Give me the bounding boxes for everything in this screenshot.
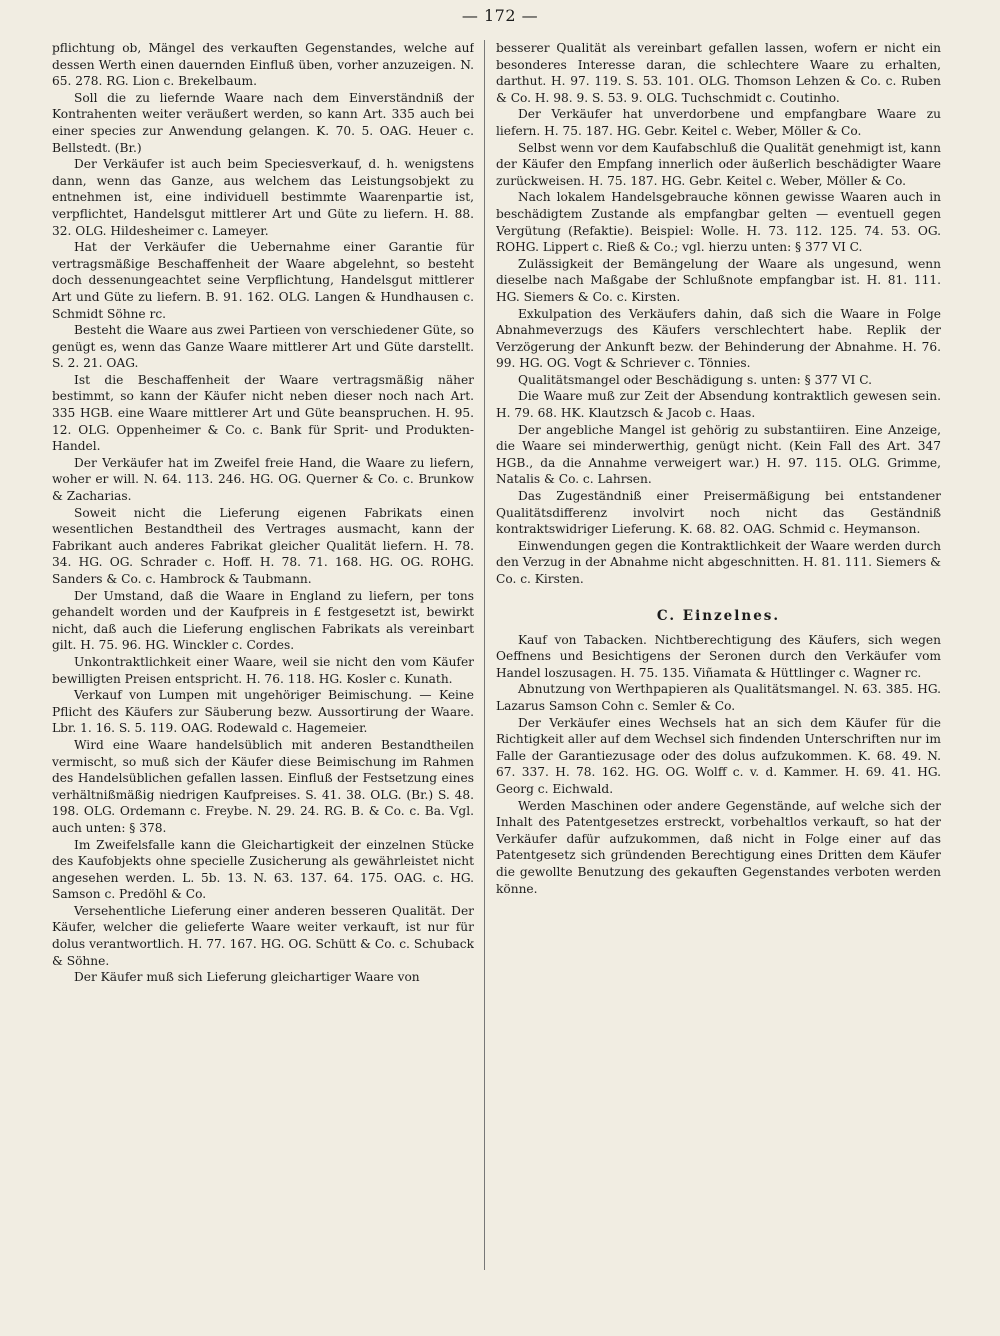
paragraph: Ist die Beschaffenheit der Waare vertragsmäßig näher bestimmt, so kann der Käufer nicht neben dieser noch nach Art. 335 HGB. eine Waare mittlerer Art und Güte beanspruchen. H. 95. 12. OLG. Oppenheimer & Co. c. Bank für Sprit- und Produkten-Handel. [52, 372, 474, 454]
paragraph: Die Waare muß zur Zeit der Absendung kontraktlich gewesen sein. H. 79. 68. HK. Klautzsch & Jacob c. Haas. [496, 389, 941, 421]
column-divider [484, 40, 485, 1270]
paragraph: Der Verkäufer hat unverdorbene und empfangbare Waare zu liefern. H. 75. 187. HG. Gebr. Keitel c. Weber, Möller & Co. [496, 107, 941, 138]
paragraph: Qualitätsmangel oder Beschädigung s. unten: § 377 VI C. [518, 372, 872, 387]
paragraph: Zulässigkeit der Bemängelung der Waare als ungesund, wenn dieselbe nach Maßgabe der Schlußnote empfangbar ist. H. 81. 111. HG. Siemers & Co. c. Kirsten. [496, 256, 941, 304]
paragraph: Der Verkäufer eines Wechsels hat an sich dem Käufer für die Richtigkeit aller auf dem Wechsel sich findenden Unterschriften nur im Falle der Garantiezusage oder des dolus aufzukommen. K. 68. 49. N. 67. 337. H. 78. 162. HG. OG. Wolff c. v. d. Kammer. H. 69. 41. HG. Georg c. Eichwald. [496, 715, 941, 796]
left-column [52, 40, 474, 1330]
paragraph: Das Zugeständniß einer Preisermäßigung bei entstandener Qualitätsdifferenz involvirt noch nicht das Geständniß kontraktswidriger Lieferung. K. 68. 82. OAG. Schmid c. Heymanson. [496, 489, 941, 537]
paragraph: Hat der Verkäufer die Uebernahme einer Garantie für vertragsmäßige Beschaffenheit der Waare abgelehnt, so besteht doch dessenungeachtet seine Verpflichtung, Handelsgut mittlerer Art und Güte zu liefern. B. 91. 162. OLG. Langen & Hundhausen c. Schmidt Söhne rc. [52, 240, 474, 321]
page-number: — 172 — [461, 6, 539, 25]
paragraph: Besteht die Waare aus zwei Partieen von verschiedener Güte, so genügt es, wenn das Ganze Waare mittlerer Art und Güte darstellt. S. 2. 21. OAG. [52, 323, 474, 371]
paragraph: Wird eine Waare handelsüblich mit anderen Bestandtheilen vermischt, so muß sich der Käufer diese Beimischung im Rahmen des Handelsüblichen gefallen lassen. Einfluß der Festsetzung eines verhältnißmäßig niedrigen Kaufpreises. S. 41. 38. OLG. (Br.) S. 48. 198. OLG. Ordemann c. Freybe. N. 29. 24. RG. B. & Co. c. Ba. Vgl. auch unten: § 378. [52, 737, 474, 835]
paragraph: Verkauf von Lumpen mit ungehöriger Beimischung. — Keine Pflicht des Käufers zur Säuberung bezw. Aussortirung der Waare. Lbr. 1. 16. S. 5. 119. OAG. Rodewald c. Hagemeier. [52, 688, 474, 736]
paragraph: pflichtung ob, Mängel des verkauften Gegenstandes, welche auf dessen Werth einen dauernden Einfluß üben, vorher anzuzeigen. N. 65. 278. RG. Lion c. Brekelbaum. [52, 41, 474, 89]
section-heading: C. Einzelnes. [656, 607, 781, 624]
paragraph: Der Umstand, daß die Waare in England zu liefern, per tons gehandelt worden und der Kaufpreis in £ festgesetzt ist, bewirkt nicht, daß auch die Lieferung englischen Fabrikats als vereinbart gilt. H. 75. 96. HG. Winckler c. Cordes. [52, 588, 474, 653]
paragraph: Soll die zu liefernde Waare nach dem Einverständniß der Kontrahenten weiter veräußert werden, so kann Art. 335 auch bei einer species zur Anwendung gelangen. K. 70. 5. OAG. Heuer c. Bellstedt. (Br.) [52, 90, 474, 155]
paragraph: Kauf von Tabacken. Nichtberechtigung des Käufers, sich wegen Oeffnens und Besichtigens der Seronen durch den Verkäufer vom Handel loszusagen. H. 75. 135. Viñamata & Hüttlinger c. Wagner rc. [496, 632, 941, 680]
paragraph: Unkontraktlichkeit einer Waare, weil sie nicht den vom Käufer bewilligten Preisen entspricht. H. 76. 118. HG. Kosler c. Kunath. [52, 654, 474, 686]
right-column [496, 40, 941, 1330]
paragraph: Soweit nicht die Lieferung eigenen Fabrikats einen wesentlichen Bestandtheil des Vertrages ausmacht, kann der Fabrikant auch anderes Fabrikat gleicher Qualität liefern. H. 78. 34. HG. OG. Schrader c. Hoff. H. 78. 71. 168. HG. OG. ROHG. Sanders & Co. c. Hambrock & Taubmann. [52, 505, 474, 586]
paragraph: Im Zweifelsfalle kann die Gleichartigkeit der einzelnen Stücke des Kaufobjekts ohne specielle Zusicherung als gewährleistet nicht angesehen werden. L. 5b. 13. N. 63. 137. 64. 175. OAG. c. HG. Samson c. Predöhl & Co. [52, 837, 474, 902]
paragraph: Der Verkäufer ist auch beim Speciesverkauf, d. h. wenigstens dann, wenn das Ganze, aus welchem das Leistungsobjekt zu entnehmen ist, eine individuell bestimmte Waarenpartie ist, verpflichtet, Handelsgut mittlerer Art und Güte zu liefern. H. 88. 32. OLG. Hildesheimer c. Lameyer. [52, 157, 474, 238]
paragraph: Nach lokalem Handelsgebrauche können gewisse Waaren auch in beschädigtem Zustande als empfangbar gelten — eventuell gegen Vergütung (Refaktie). Beispiel: Wolle. H. 73. 112. 125. 74. 53. OG. ROHG. Lippert c. Rieß & Co.; vgl. hierzu unten: § 377 VI C. [496, 190, 941, 255]
paragraph: Der angebliche Mangel ist gehörig zu substantiiren. Eine Anzeige, die Waare sei minderwerthig, genügt nicht. (Kein Fall des Art. 347 HGB., da die Annahme verweigert war.) H. 97. 115. OLG. Grimme, Natalis & Co. c. Lahrsen. [496, 422, 941, 487]
paragraph: Versehentliche Lieferung einer anderen besseren Qualität. Der Käufer, welcher die gelieferte Waare weiter verkauft, ist nur für dolus verantwortlich. H. 77. 167. HG. OG. Schütt & Co. c. Schuback & Söhne. [52, 903, 474, 968]
paragraph: Exkulpation des Verkäufers dahin, daß sich die Waare in Folge Abnahmeverzugs des Käufers verschlechtert habe. Replik der Verzögerung der Ankunft bezw. der Behinderung der Abnahme. H. 76. 99. HG. OG. Vogt & Schriever c. Tönnies. [496, 306, 941, 371]
paragraph: Einwendungen gegen die Kontraktlichkeit der Waare werden durch den Verzug in der Abnahme nicht abgeschnitten. H. 81. 111. Siemers & Co. c. Kirsten. [496, 538, 941, 586]
paragraph: Selbst wenn vor dem Kaufabschluß die Qualität genehmigt ist, kann der Käufer den Empfang innerlich oder äußerlich beschädigter Waare zurückweisen. H. 75. 187. HG. Gebr. Keitel c. Weber, Möller & Co. [496, 140, 941, 188]
paragraph: Abnutzung von Werthpapieren als Qualitätsmangel. N. 63. 385. HG. Lazarus Samson Cohn c. Semler & Co. [496, 682, 941, 713]
paragraph: Der Käufer muß sich Lieferung gleichartiger Waare von [74, 970, 420, 985]
paragraph: Werden Maschinen oder andere Gegenstände, auf welche sich der Inhalt des Patentgesetzes erstreckt, vorbehaltlos verkauft, so hat der Verkäufer dafür aufzukommen, daß nicht in Folge einer auf das Patentgesetz sich gründenden Berechtigung eines Dritten dem Käufer die gewollte Benutzung des gekauften Gegenstandes verboten werden könne. [496, 798, 941, 896]
paragraph: besserer Qualität als vereinbart gefallen lassen, wofern er nicht ein besonderes Interesse daran, die schlechtere Waare zu erhalten, darthut. H. 97. 119. S. 53. 101. OLG. Thomson Lehzen & Co. c. Ruben & Co. H. 98. 9. S. 53. 9. OLG. Tuchschmidt c. Coutinho. [496, 41, 941, 105]
paragraph: Der Verkäufer hat im Zweifel freie Hand, die Waare zu liefern, woher er will. N. 64. 113. 246. HG. OG. Querner & Co. c. Brunkow & Zacharias. [52, 455, 474, 504]
